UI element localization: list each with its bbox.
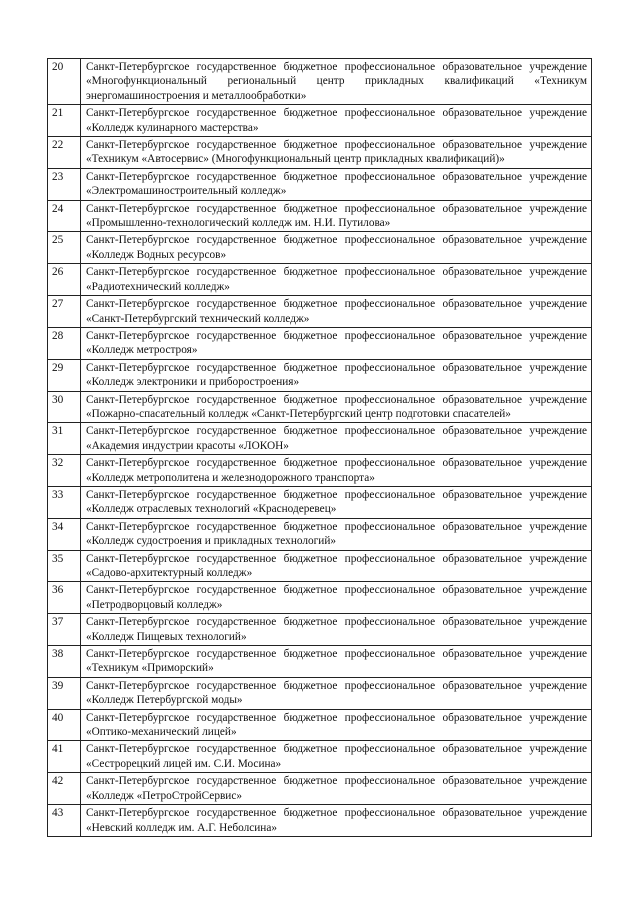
table-row bbox=[48, 168, 592, 200]
row-number: 43 bbox=[48, 805, 81, 837]
row-number: 37 bbox=[48, 614, 81, 646]
institution-name: Санкт-Петербургское государственное бюджетное профессиональное образовательное учреждение «Пожарно-спасательный колледж «Санкт-Петербургский центр подготовки спасателей» bbox=[81, 391, 592, 423]
table-row bbox=[48, 646, 592, 678]
institution-name: Санкт-Петербургское государственное бюджетное профессиональное образовательное учреждение «Техникум «Приморский» bbox=[81, 646, 592, 678]
row-number: 23 bbox=[48, 168, 81, 200]
table-row bbox=[48, 264, 592, 296]
institution-name: Санкт-Петербургское государственное бюджетное профессиональное образовательное учреждение «Садово-архитектурный колледж» bbox=[81, 550, 592, 582]
institution-name: Санкт-Петербургское государственное бюджетное профессиональное образовательное учреждение «Академия индустрии красоты «ЛОКОН» bbox=[81, 423, 592, 455]
row-number: 36 bbox=[48, 582, 81, 614]
row-number: 27 bbox=[48, 296, 81, 328]
table-row bbox=[48, 455, 592, 487]
institution-name: Санкт-Петербургское государственное бюджетное профессиональное образовательное учреждение «Радиотехнический колледж» bbox=[81, 264, 592, 296]
institution-name: Санкт-Петербургское государственное бюджетное профессиональное образовательное учреждение «Колледж метрополитена и железнодорожного транспорта» bbox=[81, 455, 592, 487]
table-row bbox=[48, 582, 592, 614]
row-number: 29 bbox=[48, 359, 81, 391]
row-number: 21 bbox=[48, 105, 81, 137]
institution-name: Санкт-Петербургское государственное бюджетное профессиональное образовательное учреждение «Многофункциональный региональный центр прикладных квалификаций «Техникум энергомашиностроения и металлообработки» bbox=[81, 59, 592, 105]
institution-name: Санкт-Петербургское государственное бюджетное профессиональное образовательное учреждение «Промышленно-технологический колледж им. Н.И. Путилова» bbox=[81, 200, 592, 232]
institutions-table bbox=[47, 58, 592, 837]
table-row bbox=[48, 359, 592, 391]
row-number: 26 bbox=[48, 264, 81, 296]
table-row bbox=[48, 773, 592, 805]
row-number: 31 bbox=[48, 423, 81, 455]
table-row bbox=[48, 550, 592, 582]
table-row bbox=[48, 614, 592, 646]
row-number: 20 bbox=[48, 59, 81, 105]
institution-name: Санкт-Петербургское государственное бюджетное профессиональное образовательное учреждение «Электромашиностроительный колледж» bbox=[81, 168, 592, 200]
row-number: 33 bbox=[48, 486, 81, 518]
institution-name: Санкт-Петербургское государственное бюджетное профессиональное образовательное учреждение «Колледж Водных ресурсов» bbox=[81, 232, 592, 264]
table-row bbox=[48, 232, 592, 264]
institution-name: Санкт-Петербургское государственное бюджетное профессиональное образовательное учреждение «Колледж кулинарного мастерства» bbox=[81, 105, 592, 137]
table-row bbox=[48, 137, 592, 169]
row-number: 28 bbox=[48, 327, 81, 359]
row-number: 34 bbox=[48, 518, 81, 550]
institution-name: Санкт-Петербургское государственное бюджетное профессиональное образовательное учреждение «Невский колледж им. А.Г. Неболсина» bbox=[81, 805, 592, 837]
table-row bbox=[48, 105, 592, 137]
row-number: 38 bbox=[48, 646, 81, 678]
row-number: 40 bbox=[48, 709, 81, 741]
institution-name: Санкт-Петербургское государственное бюджетное профессиональное образовательное учреждение «Сестрорецкий лицей им. С.И. Мосина» bbox=[81, 741, 592, 773]
institution-name: Санкт-Петербургское государственное бюджетное профессиональное образовательное учреждение «Оптико-механический лицей» bbox=[81, 709, 592, 741]
table-row bbox=[48, 486, 592, 518]
table-row bbox=[48, 200, 592, 232]
table-row bbox=[48, 518, 592, 550]
institution-name: Санкт-Петербургское государственное бюджетное профессиональное образовательное учреждение «Петродворцовый колледж» bbox=[81, 582, 592, 614]
institution-name: Санкт-Петербургское государственное бюджетное профессиональное образовательное учреждение «Техникум «Автосервис» (Многофункциональный центр прикладных квалификаций)» bbox=[81, 137, 592, 169]
institution-name: Санкт-Петербургское государственное бюджетное профессиональное образовательное учреждение «Колледж судостроения и прикладных технологий» bbox=[81, 518, 592, 550]
institution-name: Санкт-Петербургское государственное бюджетное профессиональное образовательное учреждение «Колледж отраслевых технологий «Краснодеревец» bbox=[81, 486, 592, 518]
table-row bbox=[48, 391, 592, 423]
row-number: 32 bbox=[48, 455, 81, 487]
table-row bbox=[48, 709, 592, 741]
table-row bbox=[48, 805, 592, 837]
table-row bbox=[48, 327, 592, 359]
table-row bbox=[48, 423, 592, 455]
table-row bbox=[48, 296, 592, 328]
row-number: 30 bbox=[48, 391, 81, 423]
institution-name: Санкт-Петербургское государственное бюджетное профессиональное образовательное учреждение «Колледж метростроя» bbox=[81, 327, 592, 359]
table-row bbox=[48, 741, 592, 773]
row-number: 39 bbox=[48, 677, 81, 709]
institution-name: Санкт-Петербургское государственное бюджетное профессиональное образовательное учреждение «Колледж электроники и приборостроения» bbox=[81, 359, 592, 391]
row-number: 22 bbox=[48, 137, 81, 169]
institutions-table-body bbox=[48, 59, 592, 837]
row-number: 25 bbox=[48, 232, 81, 264]
institution-name: Санкт-Петербургское государственное бюджетное профессиональное образовательное учреждение «Колледж Петербургской моды» bbox=[81, 677, 592, 709]
institution-name: Санкт-Петербургское государственное бюджетное профессиональное образовательное учреждение «Колледж Пищевых технологий» bbox=[81, 614, 592, 646]
institution-name: Санкт-Петербургское государственное бюджетное профессиональное образовательное учреждение «Колледж «ПетроСтройСервис» bbox=[81, 773, 592, 805]
institution-name: Санкт-Петербургское государственное бюджетное профессиональное образовательное учреждение «Санкт-Петербургский технический колледж» bbox=[81, 296, 592, 328]
row-number: 24 bbox=[48, 200, 81, 232]
row-number: 35 bbox=[48, 550, 81, 582]
table-row bbox=[48, 677, 592, 709]
row-number: 42 bbox=[48, 773, 81, 805]
table-row bbox=[48, 59, 592, 105]
row-number: 41 bbox=[48, 741, 81, 773]
